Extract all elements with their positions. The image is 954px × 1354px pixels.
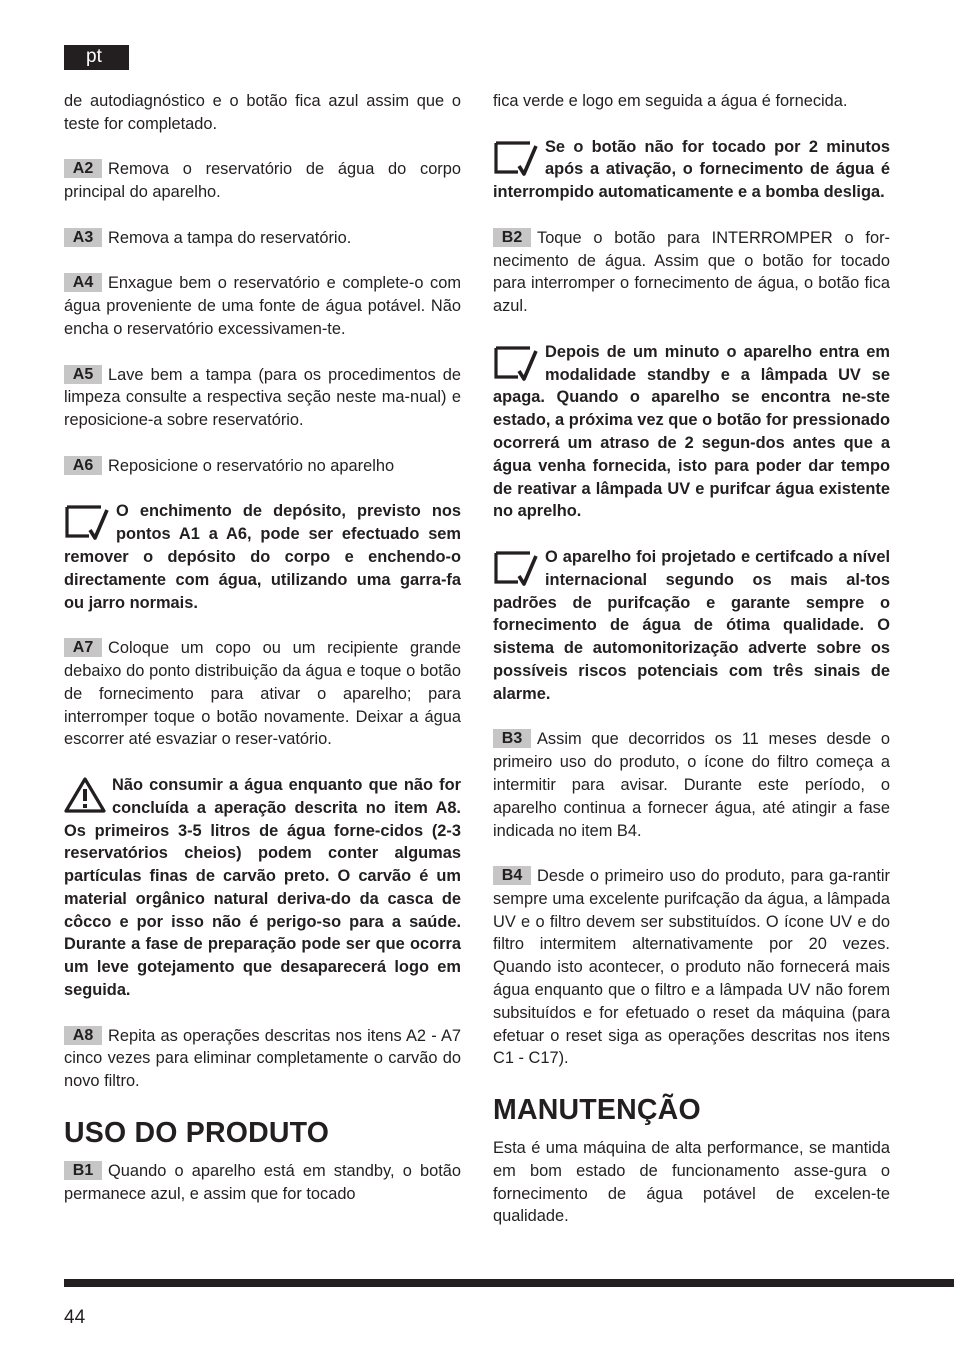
step-a7 [64, 637, 461, 751]
step-tag: B1 [64, 1161, 102, 1180]
checkbox-note-icon [64, 502, 110, 542]
section-heading: MANUTENÇÃO [493, 1094, 701, 1127]
paragraph: de autodiagnóstico e o botão fica azul assim que o teste for completado. [64, 92, 461, 133]
warning-block [64, 774, 461, 1002]
step-text: Coloque um copo ou um recipiente grande debaixo do ponto distribuição da água e toque o botão de fornecimento para ativar o aparelho; para interromper toque o botão novamente. Deixar a água escorrer até esvaziar o reser-vatório. [64, 639, 461, 749]
note-block [493, 546, 890, 706]
note-block [64, 500, 461, 614]
step-tag: A2 [64, 159, 102, 178]
right-column [493, 90, 890, 1251]
step-text: Toque o botão para INTERROMPER o for-necimento de água. Assim que o botão for tocado para interromper o fornecimento de água, o botão fica azul. [493, 228, 890, 316]
step-tag: A6 [64, 456, 102, 475]
step-tag: A5 [64, 365, 102, 384]
footer-rule [64, 1279, 954, 1287]
step-text: Quando o aparelho está em standby, o botão permanece azul, e assim que for tocado [64, 1161, 461, 1203]
warning-text: Não consumir a água enquanto que não for concluída a aperação descrita no item A8. Os primeiros 3-5 litros de água forne-cidos (2-3 reservatórios cheios) podem conter algumas partículas finas de carvão preto. O carvão é um material orgânico natural deriva-do da casca de côcco e por isso não é perigo-so para a saúde. Durante a fase de preparação pode ser que ocorra um leve gotejamento que desaparecerá logo em seguida. [64, 775, 461, 1000]
step-a6 [64, 455, 461, 478]
step-tag: A3 [64, 228, 102, 247]
step-text: Repita as operações descritas nos itens A2 - A7 cinco vezes para eliminar completamente o carvão do novo filtro. [64, 1026, 461, 1091]
step-b1 [64, 1160, 461, 1206]
note-text: Se o botão não for tocado por 2 minutos após a ativação, o fornecimento de água é interrompido automaticamente e a bomba desliga. [493, 137, 890, 202]
note-block [493, 341, 890, 523]
step-text: Lave bem a tampa (para os procedimentos de limpeza consulte a respectiva seção neste ma-nual) e reposicione-a sobre reservatório. [64, 365, 461, 430]
step-a8 [64, 1025, 461, 1093]
note-text: O aparelho foi projetado e certifcado a nível internacional segundo os mais al-tos padrões de purifcação e garante sempre o fornecimento de água de ótima qualidade. O sistema de automonitorização adverte sobre os possíveis riscos potenciais com três sinais de alarme. [493, 547, 890, 703]
left-column [64, 90, 461, 1228]
step-text: Assim que decorridos os 11 meses desde o primeiro uso do produto, o ícone do filtro começa a intermitir para avisar. Durante este período, o aparelho continua a fornecer água, até atingir a fase indicada no item B4. [493, 730, 890, 840]
note-text: Depois de um minuto o aparelho entra em modalidade standby e a lâmpada UV se apaga. Quando o aparelho se encontra ne-ste estado, a próxima vez que o botão for pressionado ocorrerá um atraso de 2 segun-dos antes que a água venha fornecida, isto para poder dar tempo de reativar a lâmpada UV e purifcar água existente no aprelho. [493, 342, 890, 521]
step-tag: B2 [493, 228, 531, 247]
section-heading: USO DO PRODUTO [64, 1116, 330, 1149]
step-tag: A7 [64, 638, 102, 657]
step-text: Remova o reservatório de água do corpo principal do aparelho. [64, 160, 461, 202]
step-text: Reposicione o reservatório no aparelho [108, 456, 395, 475]
step-b2 [493, 227, 890, 318]
step-text: Desde o primeiro uso do produto, para ga-rantir sempre uma excelente purifcação da água, a lâmpada UV e o filtro devem ser substituídos. O ícone UV e do filtro intermitem alternativamente por 20 vezes. Quando isto acontecer, o produto não fornecerá mais água enquanto que o filtro e a lâmpada UV não forem subsituídos e for efetuado o reset da máquina (para efetuar o reset siga as operações descritas nos itens C1 - C17). [493, 867, 890, 1068]
step-b3 [493, 728, 890, 842]
step-tag: B4 [493, 866, 531, 885]
language-tab: pt [64, 45, 129, 70]
step-tag: A4 [64, 273, 102, 292]
step-tag: A8 [64, 1026, 102, 1045]
step-a3 [64, 227, 461, 250]
paragraph: fica verde e logo em seguida a água é fornecida. [493, 92, 848, 110]
checkbox-note-icon [493, 548, 539, 588]
step-tag: B3 [493, 729, 531, 748]
step-a4 [64, 272, 461, 340]
note-block [493, 136, 890, 204]
page-number: 44 [64, 1307, 86, 1328]
note-text: O enchimento de depósito, previsto nos pontos A1 a A6, pode ser efectuado sem remover o depósito do corpo e enchendo-o directamente com água, utilizando uma garra-fa ou jarro normais. [64, 502, 461, 612]
checkbox-note-icon [493, 343, 539, 383]
step-text: Remova a tampa do reservatório. [108, 228, 352, 247]
warning-icon [64, 776, 106, 814]
step-b4 [493, 865, 890, 1070]
checkbox-note-icon [493, 138, 539, 178]
step-text: Enxague bem o reservatório e complete-o com água proveniente de uma fonte de água potável. Não encha o reservatório excessivamen-te. [64, 274, 461, 338]
paragraph: Esta é uma máquina de alta performance, se mantida em bom estado de funcionamento asse-gura o fornecimento de água potável de excelen-te qualidade. [493, 1139, 890, 1226]
step-a5 [64, 364, 461, 432]
step-a2 [64, 158, 461, 204]
